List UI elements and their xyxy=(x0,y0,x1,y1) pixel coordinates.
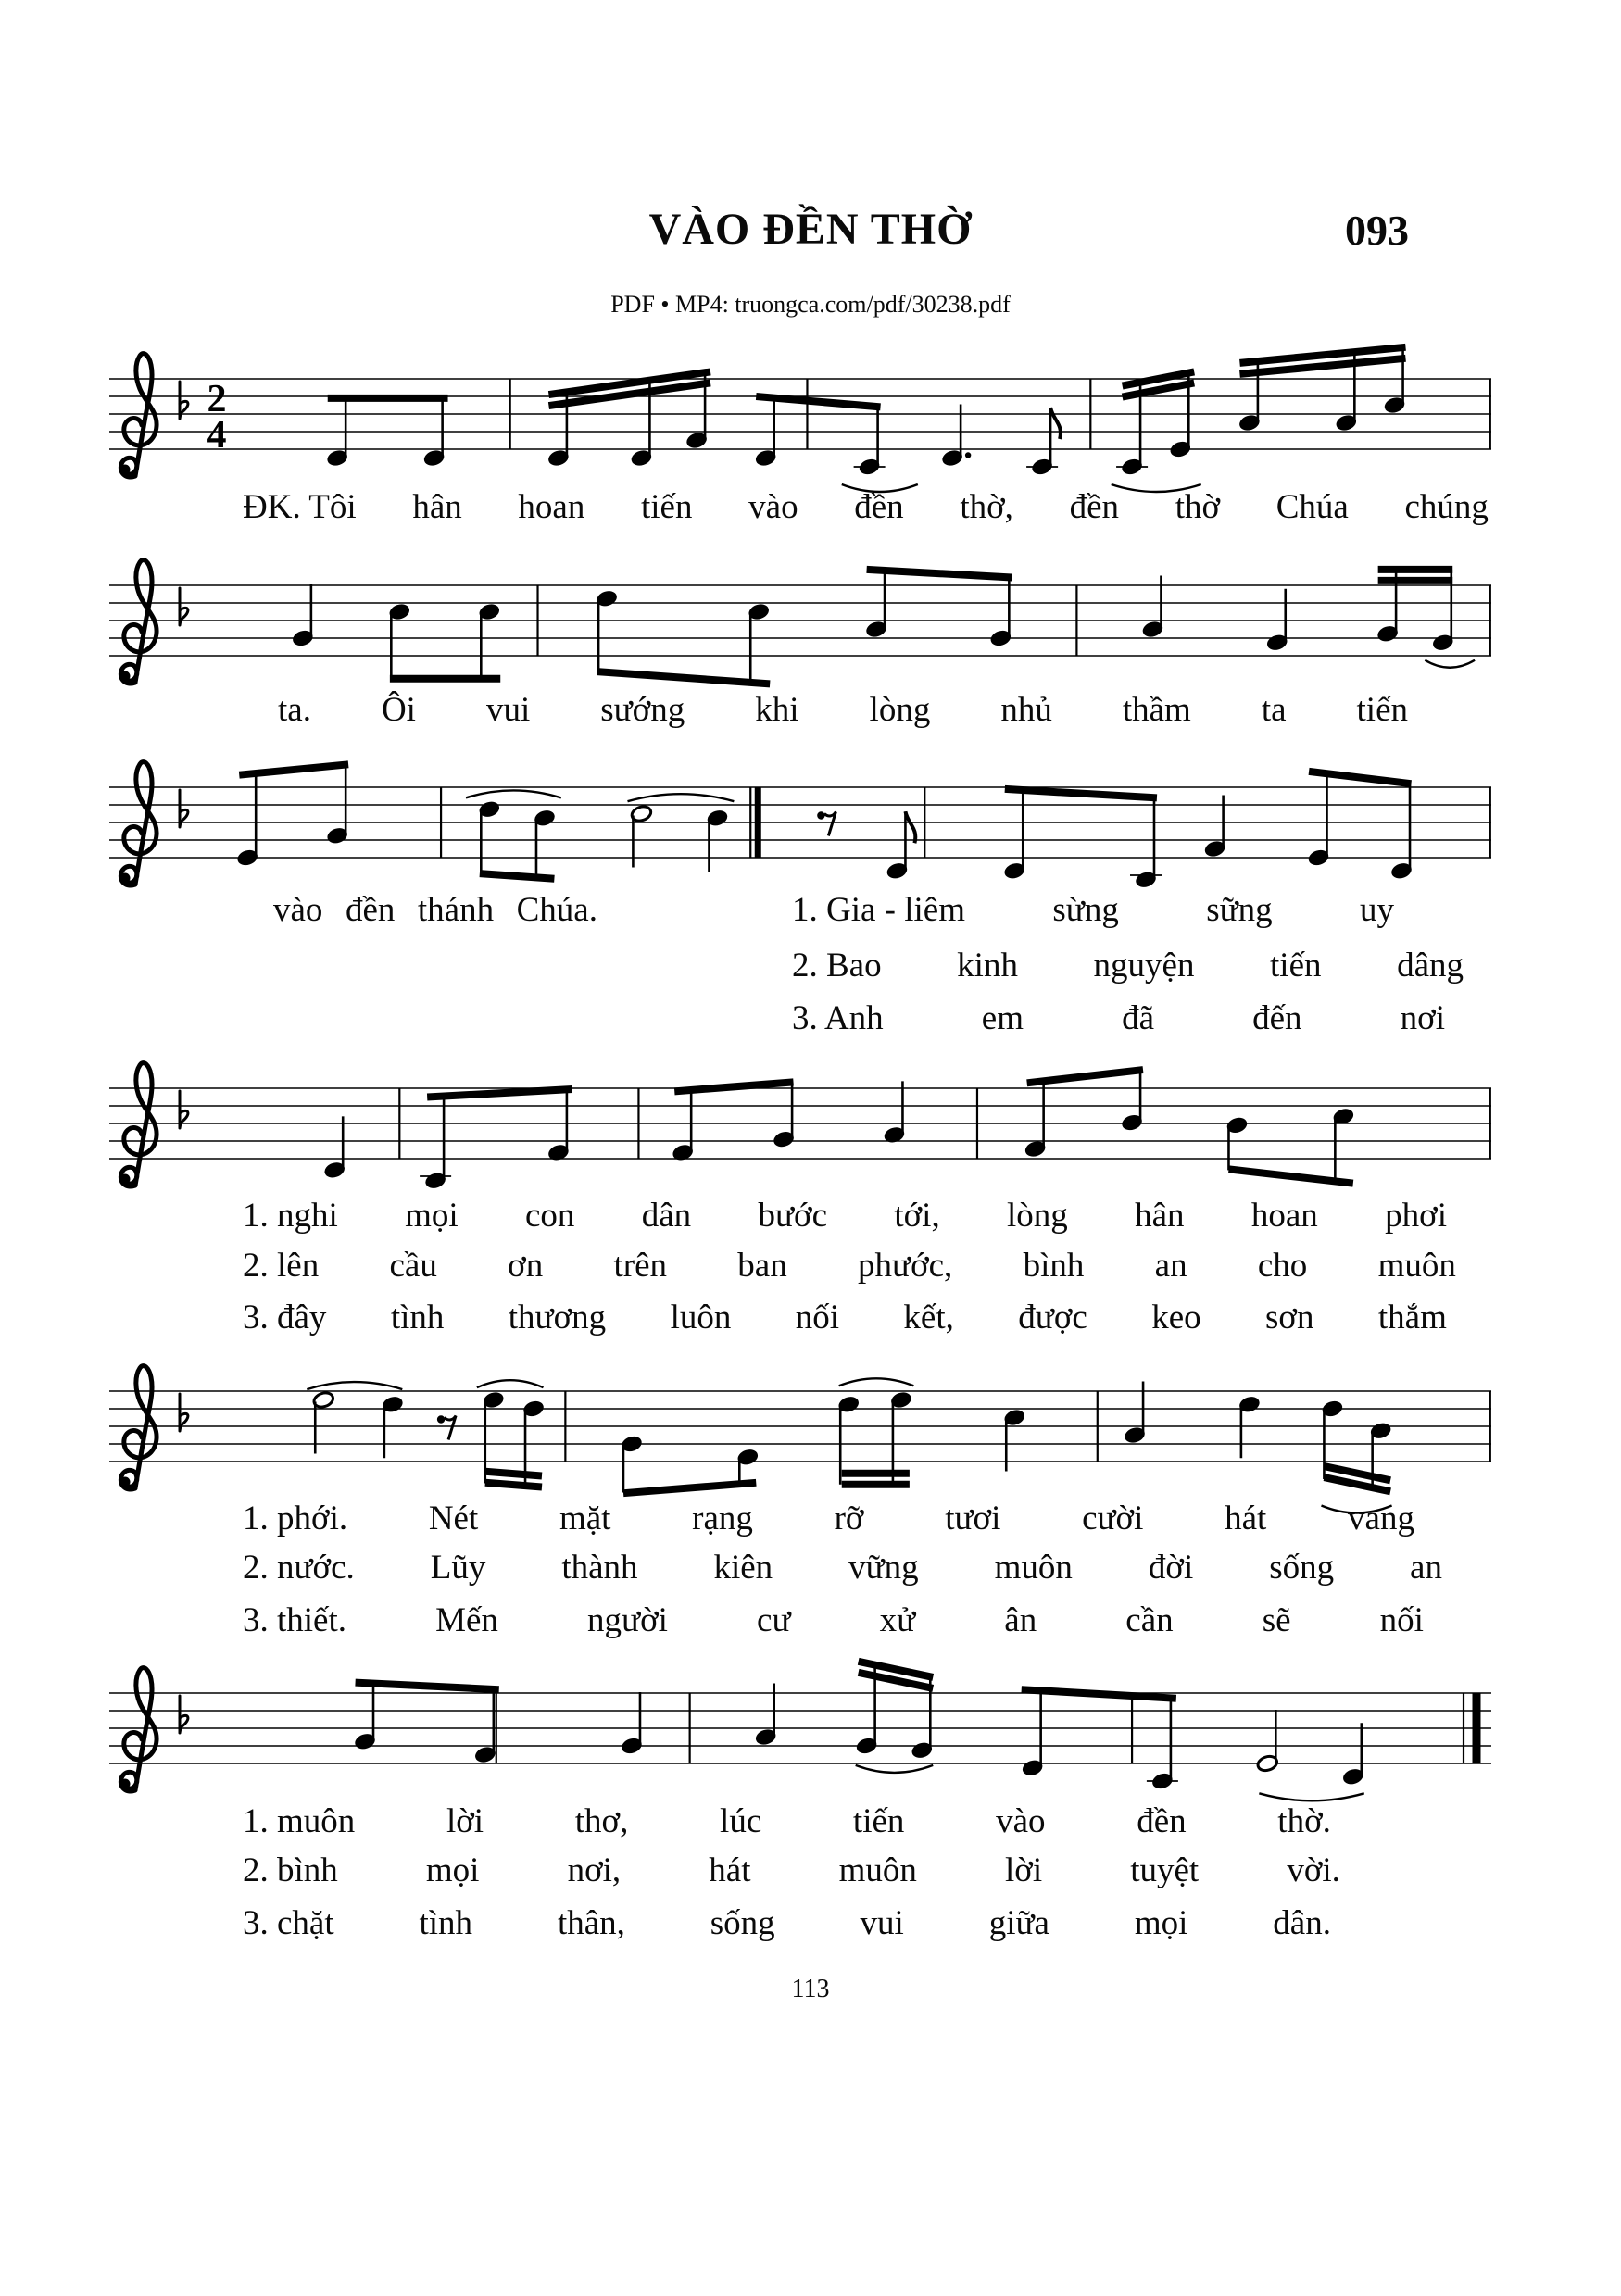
lyric-word: nối xyxy=(795,1299,840,1336)
lyric-word: sống xyxy=(710,1904,775,1942)
lyric-word: tuyệt xyxy=(1130,1851,1200,1889)
lyric-word: nối xyxy=(1379,1601,1424,1639)
lyric-word: Ôi xyxy=(381,691,416,729)
lyric-word: phước, xyxy=(858,1247,953,1285)
lyric-word: ta xyxy=(1261,691,1287,729)
note xyxy=(1024,1082,1046,1158)
slur xyxy=(466,790,561,797)
lyric-word: ban xyxy=(737,1247,787,1285)
lyric-word: xử xyxy=(879,1601,916,1639)
lyric-line xyxy=(792,892,1394,930)
lyric-word: keo xyxy=(1151,1299,1201,1336)
note xyxy=(989,577,1012,647)
lyric-word: 1. muôn xyxy=(243,1802,356,1840)
lyric-word: thân, xyxy=(557,1904,625,1942)
lyric-line xyxy=(243,1299,1447,1337)
lyric-word: vui xyxy=(860,1904,904,1942)
lyric-word: dân xyxy=(641,1197,692,1235)
beam xyxy=(427,1089,572,1098)
note xyxy=(1390,783,1413,880)
time-signature-top: 2 xyxy=(207,378,227,420)
note xyxy=(1130,797,1162,889)
lyric-word: vời. xyxy=(1287,1851,1340,1889)
lyric-word: đã xyxy=(1122,999,1155,1037)
lyric-word: thắm xyxy=(1377,1299,1447,1336)
note xyxy=(883,1081,905,1144)
eighth-flag xyxy=(1050,408,1061,439)
lyric-word: kinh xyxy=(957,947,1018,985)
note xyxy=(388,602,410,678)
lyric-word: được xyxy=(1018,1299,1087,1336)
treble-clef-icon xyxy=(120,354,157,477)
note xyxy=(1332,1107,1354,1182)
lyric-word: muôn xyxy=(838,1851,917,1889)
lyric-line xyxy=(243,1248,1456,1286)
lyric-word: em xyxy=(981,999,1024,1037)
lyric-word: cầu xyxy=(389,1247,437,1285)
lyric-word: hoan xyxy=(518,488,585,526)
beam xyxy=(356,1683,499,1690)
lyric-word: bước xyxy=(758,1197,828,1235)
beam xyxy=(1005,789,1157,798)
beam xyxy=(1027,1070,1143,1083)
lyric-word: Nét xyxy=(428,1499,479,1537)
slur xyxy=(856,1765,934,1773)
lyric-word: mọi xyxy=(425,1851,480,1889)
lyric-word: cần xyxy=(1125,1601,1174,1639)
treble-clef-icon xyxy=(120,1668,157,1791)
lyric-word: thờ, xyxy=(960,488,1013,526)
note xyxy=(1003,790,1025,881)
lyric-word: rỡ xyxy=(834,1499,864,1537)
lyric-word: Chúa. xyxy=(516,891,597,929)
note xyxy=(422,398,445,468)
eighth-flag xyxy=(905,811,915,843)
lyric-word: mặt xyxy=(559,1499,611,1537)
lyric-word: luôn xyxy=(670,1299,732,1336)
note xyxy=(748,602,770,683)
half-note xyxy=(1256,1710,1278,1773)
lyric-line xyxy=(792,947,1464,985)
flat-sign-icon xyxy=(180,790,188,827)
lyric-word: dâng xyxy=(1397,947,1464,985)
lyric-word: thương xyxy=(508,1299,607,1336)
note xyxy=(1342,1723,1364,1786)
lyric-line xyxy=(243,1549,1442,1587)
lyric-word: vui xyxy=(485,691,531,729)
song-number: 093 xyxy=(1345,207,1409,254)
note xyxy=(1147,1698,1178,1790)
lyric-word: 2. Bao xyxy=(792,947,882,985)
slur xyxy=(1425,660,1475,668)
lyric-word: tình xyxy=(390,1299,445,1336)
lyric-word: hân xyxy=(412,488,462,526)
lyric-word: đền xyxy=(1069,488,1120,526)
note xyxy=(672,1091,694,1162)
note xyxy=(478,602,500,678)
note xyxy=(854,406,886,476)
note xyxy=(474,1688,496,1763)
treble-clef-icon xyxy=(120,1063,157,1186)
page-title: VÀO ĐỀN THỜ xyxy=(648,205,973,254)
lyric-word: thành xyxy=(561,1549,638,1587)
lyric-word: vào xyxy=(273,891,323,929)
lyric-word: thầm xyxy=(1122,691,1191,729)
lyric-word: nhủ xyxy=(1000,691,1052,729)
lyric-word: lời xyxy=(1004,1851,1043,1889)
note xyxy=(534,809,556,878)
lyric-word: kết, xyxy=(903,1299,954,1336)
lyric-word: tiến xyxy=(852,1802,905,1840)
lyric-word: hân xyxy=(1135,1197,1185,1235)
treble-clef-icon xyxy=(120,1366,157,1489)
note xyxy=(1026,408,1061,476)
lyric-word: Lũy xyxy=(430,1549,486,1587)
lyric-word: tiến xyxy=(1270,947,1322,985)
lyric-word: lời xyxy=(446,1802,484,1840)
lyric-word: phơi xyxy=(1385,1197,1447,1235)
note xyxy=(236,774,258,867)
lyric-word: ân xyxy=(1004,1601,1037,1639)
lyric-word: lúc xyxy=(720,1802,762,1840)
lyric-word: thờ xyxy=(1175,488,1221,526)
note xyxy=(621,1435,643,1493)
lyric-word: thơ, xyxy=(574,1802,629,1840)
lyric-word: tiến xyxy=(641,488,693,526)
flat-sign-icon xyxy=(180,1091,188,1128)
page-number: 113 xyxy=(791,1975,830,2003)
slur xyxy=(477,1380,544,1387)
lyric-word: sơn xyxy=(1265,1299,1314,1336)
note xyxy=(773,1083,795,1148)
lyric-word: mọi xyxy=(1134,1904,1188,1942)
lyric-word: muôn xyxy=(994,1549,1073,1587)
beam xyxy=(623,1483,756,1493)
lyric-line xyxy=(278,692,1408,730)
beam xyxy=(867,570,1012,578)
lyric-word: hoan xyxy=(1250,1197,1318,1235)
lyric-line xyxy=(243,1500,1414,1538)
lyric-word: cư xyxy=(757,1601,791,1639)
lyric-line xyxy=(243,1803,1331,1841)
lyric-word: 3. Anh xyxy=(792,999,884,1037)
lyric-word: hát xyxy=(1225,1499,1267,1537)
lyric-word: cho xyxy=(1257,1247,1308,1285)
lyric-word: sống xyxy=(1269,1549,1335,1587)
lyric-word: 1. nghi xyxy=(243,1197,338,1235)
lyric-word: bình xyxy=(1023,1247,1085,1285)
lyric-word: đền xyxy=(854,488,904,526)
slur xyxy=(628,794,735,801)
lyric-word: tươi xyxy=(945,1499,1001,1537)
lyric-word: sẽ xyxy=(1262,1601,1291,1639)
lyric-word: tới, xyxy=(894,1197,940,1235)
lyric-word: an xyxy=(1410,1549,1442,1587)
lyric-word: thánh xyxy=(417,891,495,929)
lyric-word: mọi xyxy=(405,1197,459,1235)
note xyxy=(621,1692,643,1755)
note xyxy=(478,800,500,874)
flat-sign-icon xyxy=(180,588,188,625)
lyric-word: lòng xyxy=(869,691,931,729)
lyric-word: tiến xyxy=(1356,691,1408,729)
eighth-rest-icon xyxy=(817,811,836,835)
lyric-word: rạng xyxy=(692,1499,753,1537)
note xyxy=(736,1448,759,1483)
lyric-line xyxy=(792,1000,1445,1038)
eighth-rest-icon xyxy=(437,1415,456,1439)
note xyxy=(865,570,887,638)
lyric-word: kiên xyxy=(713,1549,773,1587)
slur xyxy=(1259,1793,1363,1800)
note xyxy=(420,1097,451,1190)
lyric-line xyxy=(243,1905,1331,1943)
lyric-word: 2. bình xyxy=(243,1851,338,1889)
flat-sign-icon xyxy=(180,1696,188,1733)
lyric-word: đền xyxy=(1137,1802,1187,1840)
lyric-word: nguyện xyxy=(1093,947,1195,985)
lyric-word: 3. thiết. xyxy=(243,1601,347,1639)
note xyxy=(596,589,618,672)
treble-clef-icon xyxy=(120,762,157,885)
lyric-word: muôn xyxy=(1377,1247,1456,1285)
slur xyxy=(839,1378,914,1386)
lyric-word: vang xyxy=(1348,1499,1414,1537)
lyric-word: đền xyxy=(345,891,396,929)
note xyxy=(1225,1116,1248,1171)
lyric-word: uy xyxy=(1360,891,1394,929)
lyric-word: ta. xyxy=(278,691,311,729)
lyric-word: lòng xyxy=(1007,1197,1068,1235)
lyric-word: hát xyxy=(709,1851,751,1889)
source-link-text: PDF • MP4: truongca.com/pdf/30238.pdf xyxy=(610,291,1011,318)
lyric-word: Chúa xyxy=(1275,488,1349,526)
lyric-word: nơi xyxy=(1400,999,1445,1037)
lyric-word: trên xyxy=(613,1247,668,1285)
lyric-word: con xyxy=(524,1197,575,1235)
lyric-word: 2. lên xyxy=(243,1247,320,1285)
time-signature-bottom: 4 xyxy=(207,414,227,457)
lyric-line xyxy=(243,489,1489,527)
lyric-word: dân. xyxy=(1273,1904,1331,1942)
note xyxy=(323,1116,346,1179)
beam xyxy=(1022,1689,1176,1699)
beam xyxy=(485,1483,542,1487)
flat-sign-icon xyxy=(180,382,188,419)
beam xyxy=(674,1082,793,1091)
lyric-word: vững xyxy=(848,1549,919,1587)
lyric-word: cười xyxy=(1082,1499,1144,1537)
lyric-word: 1. Gia - liêm xyxy=(792,891,966,929)
lyric-line xyxy=(243,1602,1424,1640)
lyric-word: sừng xyxy=(1052,891,1119,929)
lyric-word: ĐK. Tôi xyxy=(243,488,357,526)
lyric-word: vào xyxy=(996,1802,1046,1840)
lyric-word: tình xyxy=(419,1904,473,1942)
treble-clef-icon xyxy=(120,560,157,684)
lyric-word: chúng xyxy=(1404,488,1489,526)
lyric-word: nơi, xyxy=(567,1851,622,1889)
lyric-word: 1. phới. xyxy=(243,1499,348,1537)
note xyxy=(1121,1071,1143,1132)
lyric-word: khi xyxy=(755,691,799,729)
lyric-word: sướng xyxy=(600,691,685,729)
lyric-word: 2. nước. xyxy=(243,1549,355,1587)
flat-sign-icon xyxy=(180,1394,188,1431)
lyric-word: giữa xyxy=(988,1904,1049,1942)
note xyxy=(292,584,314,647)
lyric-word: đến xyxy=(1252,999,1302,1037)
lyric-word: sững xyxy=(1206,891,1273,929)
lyric-word: 3. chặt xyxy=(243,1904,334,1942)
lyric-word: người xyxy=(587,1601,668,1639)
lyric-line xyxy=(273,892,597,930)
lyric-word: Mến xyxy=(435,1601,498,1639)
beam xyxy=(1309,772,1411,784)
note xyxy=(547,1090,570,1162)
beam xyxy=(597,671,771,684)
note xyxy=(326,398,348,468)
lyric-line xyxy=(243,1852,1340,1890)
lyric-word: đời xyxy=(1148,1549,1194,1587)
lyric-word: thờ. xyxy=(1277,1802,1331,1840)
lyric-word: vào xyxy=(748,488,798,526)
beam xyxy=(239,764,348,774)
beam xyxy=(480,873,555,879)
lyric-word: ơn xyxy=(508,1247,544,1285)
lyric-line xyxy=(243,1198,1447,1236)
slur xyxy=(307,1382,402,1389)
lyric-word: an xyxy=(1154,1247,1187,1285)
lyric-word: 3. đây xyxy=(243,1299,327,1336)
